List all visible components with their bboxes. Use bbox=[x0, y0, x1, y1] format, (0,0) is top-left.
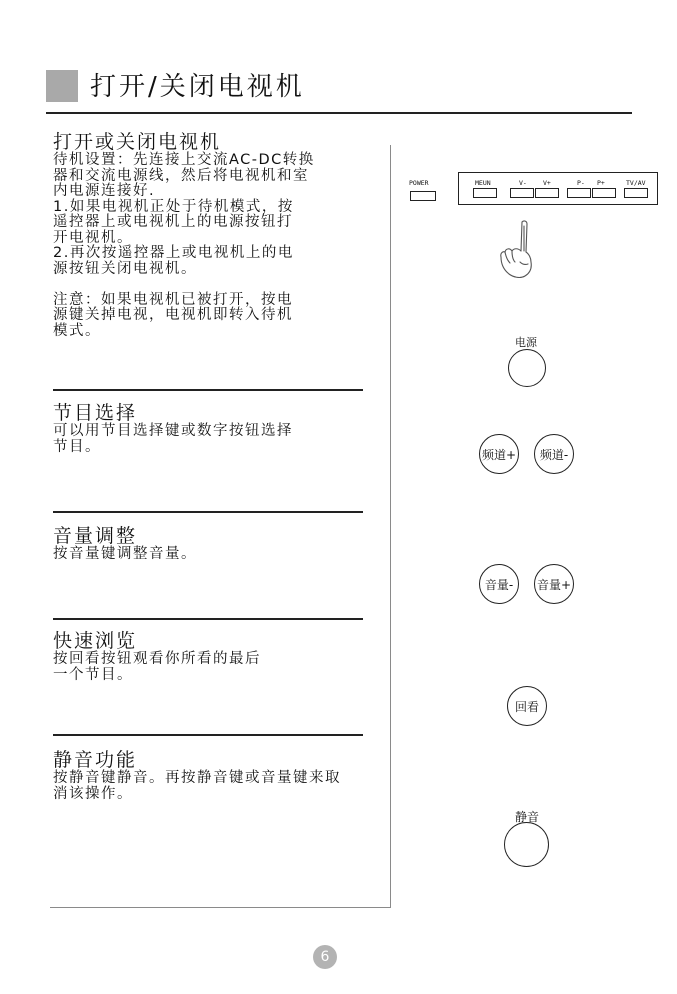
tv-menu-button[interactable] bbox=[473, 188, 497, 198]
page-title: 打开/关闭电视机 bbox=[90, 72, 305, 102]
section-title-program: 节目选择 bbox=[53, 402, 138, 424]
volume-down-button[interactable]: 音量- bbox=[479, 564, 519, 604]
panel-label-tv-av: TV/AV bbox=[626, 179, 646, 187]
section-body-recall: 按回看按钮观看你所看的最后 一个节目。 bbox=[53, 651, 261, 683]
header-marker bbox=[46, 70, 78, 102]
section-title-mute: 静音功能 bbox=[53, 749, 138, 771]
page-number: 6 bbox=[313, 945, 337, 969]
channel-down-button[interactable]: 频道- bbox=[534, 434, 574, 474]
header-rule bbox=[46, 112, 632, 114]
section-body-volume: 按音量键调整音量。 bbox=[53, 546, 197, 562]
panel-label-ch-down: P- bbox=[577, 179, 585, 187]
power-key-label: 电源 bbox=[515, 336, 537, 349]
section-separator bbox=[53, 618, 363, 620]
tv-power-button[interactable] bbox=[410, 191, 436, 201]
panel-label-vol-up: V+ bbox=[543, 179, 551, 187]
pointing-hand-icon bbox=[498, 218, 544, 284]
channel-up-button[interactable]: 频道+ bbox=[479, 434, 519, 474]
section-title-recall: 快速浏览 bbox=[53, 630, 138, 652]
power-label: POWER bbox=[409, 179, 429, 187]
volume-up-button[interactable]: 音量+ bbox=[534, 564, 574, 604]
tv-vol-up-button[interactable] bbox=[535, 188, 559, 198]
tv-vol-down-button[interactable] bbox=[510, 188, 534, 198]
remote-power-button[interactable] bbox=[508, 349, 546, 387]
column-bottom-rule bbox=[50, 907, 391, 908]
recall-button[interactable]: 回看 bbox=[507, 686, 547, 726]
panel-label-ch-up: P+ bbox=[597, 179, 605, 187]
tv-ch-up-button[interactable] bbox=[592, 188, 616, 198]
section-separator bbox=[53, 734, 363, 736]
section-body-mute: 按静音键静音。再按静音键或音量键来取 消该操作。 bbox=[53, 770, 341, 802]
mute-button[interactable] bbox=[504, 822, 549, 867]
section-body-program: 可以用节目选择键或数字按钮选择 节目。 bbox=[53, 423, 293, 455]
section-title-volume: 音量调整 bbox=[53, 525, 138, 547]
tv-av-button[interactable] bbox=[624, 188, 648, 198]
section-separator bbox=[53, 389, 363, 391]
section-separator bbox=[53, 511, 363, 513]
panel-label-vol-down: V- bbox=[519, 179, 527, 187]
tv-ch-down-button[interactable] bbox=[567, 188, 591, 198]
section-title-power: 打开或关闭电视机 bbox=[53, 131, 222, 153]
section-body-power: 待机设置：先连接上交流AC-DC转换 器和交流电源线，然后将电视机和室 内电源连接好. 1.如果电视机正处于待机模式，按 遥控器上或电视机上的电源按钮打 开电视机。 2.再次按遥控器上或电视机上的电 源按钮关闭电视机。 注意：如果电视机已被打开，按电 源键关掉电视，电视机即转入待机 模式。 bbox=[53, 152, 315, 339]
column-divider bbox=[390, 145, 391, 908]
mute-key-label: 静音 bbox=[515, 810, 540, 824]
panel-label-menu: MEUN bbox=[475, 179, 491, 187]
